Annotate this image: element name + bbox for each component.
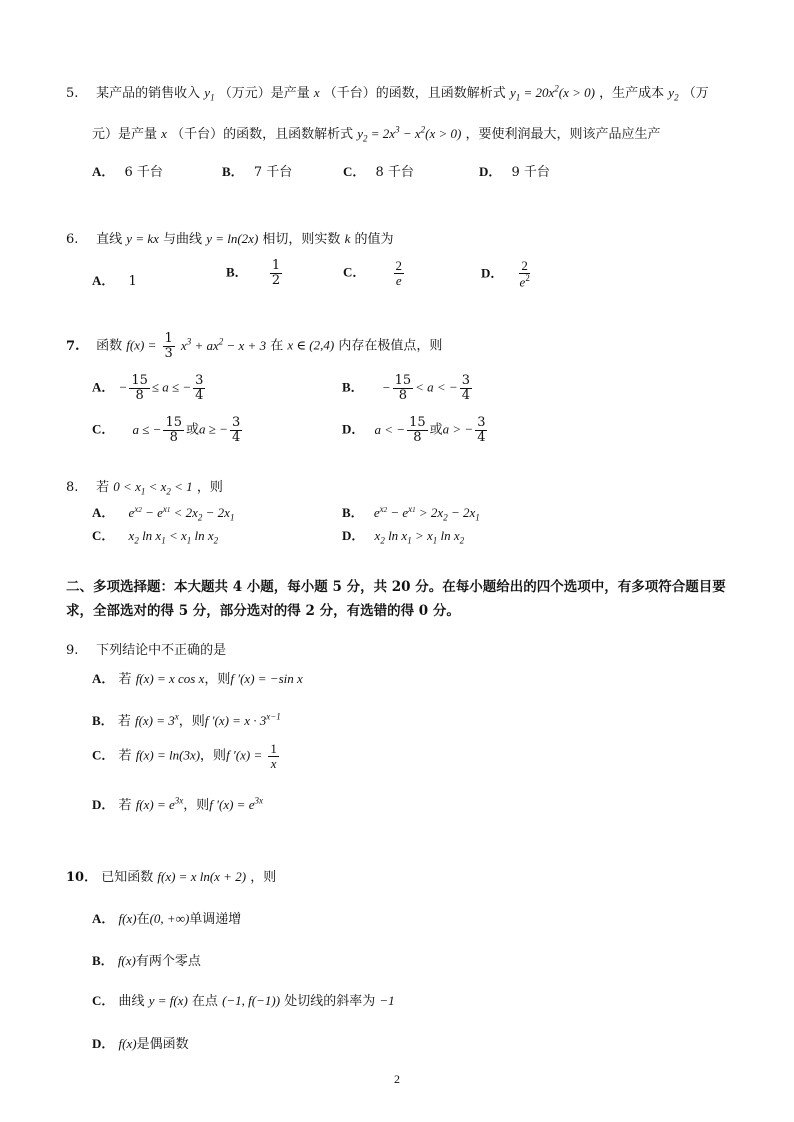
q5-formula-1: $y_1 = 20x^2(x > 0)$ bbox=[509, 83, 595, 103]
q9-option-d[interactable]: D． 若 $f(x) = e^{3x}$，则f $'(x) = e^{3x}$ bbox=[92, 795, 263, 813]
q5-line2-c: ，要使利润最大，则该产品应生产 bbox=[465, 127, 661, 142]
q7-option-d[interactable]: D． a < − $\frac{15}{8}$ 或a > − $\frac{3}{4}$ bbox=[342, 415, 486, 445]
q6-option-c[interactable]: C． $\frac{2}{e}$ bbox=[343, 258, 403, 288]
q10-option-d[interactable]: D． f(x)是偶函数 bbox=[92, 1036, 189, 1052]
q9-stem: 9. 下列结论中不正确的是 bbox=[66, 643, 227, 658]
q5-option-a[interactable]: A． 6 千台 bbox=[92, 164, 163, 180]
q8-option-c[interactable]: C． $x_2$ $\ln x_1 < x_1$ $\ln x_2$ bbox=[92, 528, 219, 546]
q5-x: x bbox=[313, 85, 320, 100]
q5-y1: $y_1$ bbox=[204, 85, 215, 103]
q10-stem: 10． 已知函数 f(x) = x ln(x + 2) ，则 bbox=[66, 869, 277, 885]
q5-line2-b: （千台）的函数，且函数解析式 bbox=[171, 127, 354, 142]
q9-option-b[interactable]: B． 若 $f(x) = 3^x$，则f $'(x) = x \cdot 3^{x-1}$ bbox=[92, 711, 281, 729]
q6-option-d[interactable]: D． $\frac{2}{e^2}$ bbox=[481, 258, 530, 289]
q9-option-c[interactable]: C． 若 f(x) = ln(3x)，则f ′(x) = $\frac{1}{x}$ bbox=[92, 741, 277, 771]
q5-text-c: （千台）的函数，且函数解析式 bbox=[323, 86, 506, 101]
q8-option-a[interactable]: A． $e^{x2} - e^{x1} < 2x_2 - 2x_1$ bbox=[92, 503, 235, 523]
q5-line1 bbox=[66, 82, 709, 103]
q8-stem: 8. 若 $0 < x_1 < x_2 < 1$ ，则 bbox=[66, 479, 223, 497]
q6-option-a[interactable]: A． 1 bbox=[92, 273, 137, 289]
q5-formula-2: $y_2 = 2x^3 - x^2(x > 0)$ bbox=[357, 124, 462, 144]
q5-option-c[interactable]: C． 8 千台 bbox=[343, 164, 414, 180]
q7-option-c[interactable]: C． a ≤ − $\frac{15}{8}$ 或a ≥ − $\frac{3}{4}$ bbox=[92, 415, 241, 445]
q5-option-d[interactable]: D． 9 千台 bbox=[479, 164, 550, 180]
q8-option-d[interactable]: D． $x_2$ $\ln x_1 > x_1$ $\ln x_2$ bbox=[342, 528, 465, 546]
q5-text-a: 某产品的销售收入 bbox=[96, 86, 201, 101]
q9-option-a[interactable]: A． 若 f(x) = x cos x，则f ′(x) = −sin x bbox=[92, 671, 303, 687]
page-number: 2 bbox=[394, 1072, 400, 1086]
q7-option-b[interactable]: B． − $\frac{15}{8}$ < a < − $\frac{3}{4}$ bbox=[342, 373, 470, 403]
q6-option-b[interactable]: B． $\frac{1}{2}$ bbox=[226, 258, 281, 288]
q5-text-d: ，生产成本 bbox=[599, 86, 665, 101]
q10-option-a[interactable]: A． f(x)在(0, +∞)单调递增 bbox=[92, 911, 242, 927]
q7-stem: 7. 函数 f(x) = $\frac{1}{3}$ $x^3 + ax^2 - x + 3$ 在 x ∈ (2,4) 内存在极值点，则 bbox=[66, 331, 443, 361]
section2-heading-line2: 求，全部选对的得 5 分，部分选对的得 2 分，有选错的得 0 分。 bbox=[66, 603, 460, 619]
q10-option-c[interactable]: C． 曲线 y = f(x) 在点 (−1, f(−1)) 处切线的斜率为 −1 bbox=[92, 993, 395, 1009]
q5-line2 bbox=[92, 123, 660, 144]
q5-text-b: （万元）是产量 bbox=[218, 86, 310, 101]
q6-stem: 6. 直线 y = kx 与曲线 y = ln(2x) 相切，则实数 k 的值为 bbox=[66, 231, 394, 247]
q5-y2: $y_2$ bbox=[668, 85, 679, 103]
q7-option-a[interactable]: A． − $\frac{15}{8}$ ≤ a ≤ − $\frac{3}{4}$ bbox=[92, 373, 204, 403]
section2-heading-line1: 二、多项选择题：本大题共 4 小题，每小题 5 分，共 20 分。在每小题给出的四个选项中，有多项符合题目要 bbox=[66, 579, 726, 595]
q8-option-b[interactable]: B． $e^{x2} - e^{x1} > 2x_2 - 2x_1$ bbox=[342, 503, 480, 523]
q10-option-b[interactable]: B． f(x)有两个零点 bbox=[92, 953, 201, 969]
q5-line2-a: 元）是产量 bbox=[92, 127, 158, 142]
q5-number: 5. bbox=[66, 86, 79, 101]
q5-option-b[interactable]: B． 7 千台 bbox=[222, 164, 293, 180]
q5-x2: x bbox=[161, 126, 167, 141]
q5-text-e: （万 bbox=[682, 86, 709, 101]
